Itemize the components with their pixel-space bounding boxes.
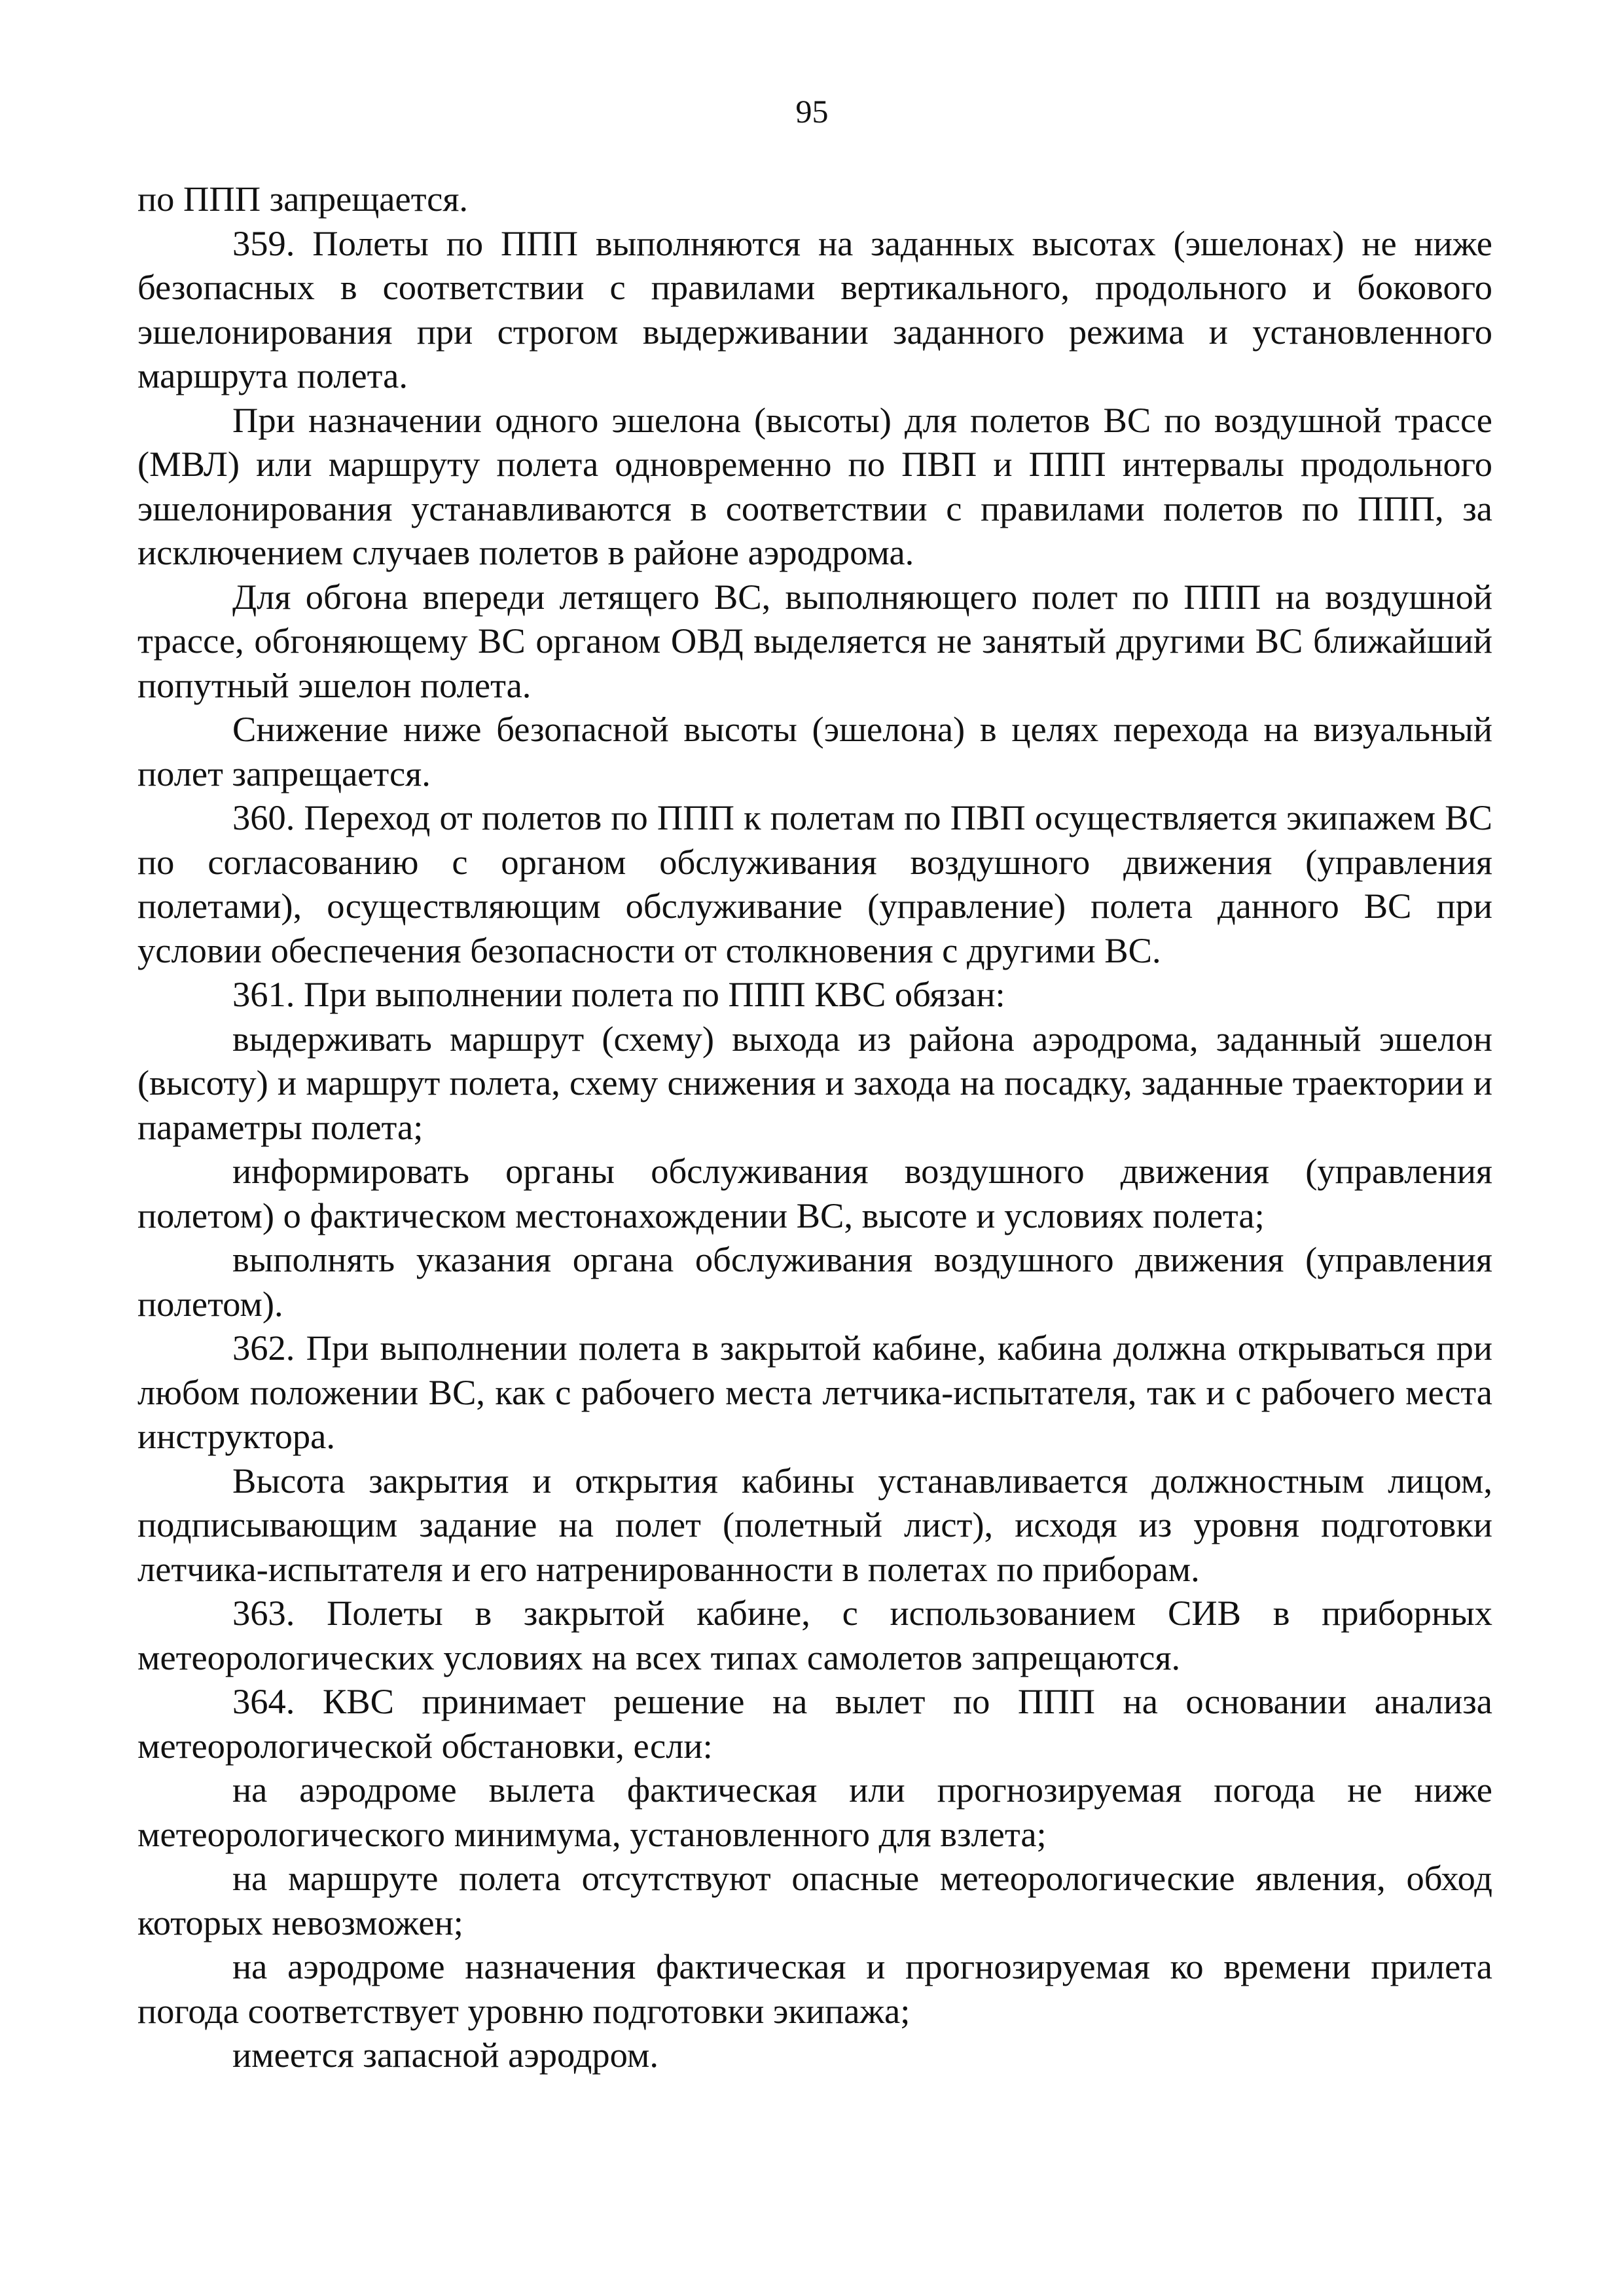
list-item: на аэродроме назначения фактическая и прогнозируемая ко времени прилета погода соответствует уровню подготовки экипажа; [137, 1946, 1492, 2031]
list-item: имеется запасной аэродром. [232, 2035, 659, 2075]
paragraph: Снижение ниже безопасной высоты (эшелона) в целях перехода на визуальный полет запрещается. [137, 709, 1492, 793]
list-item: информировать органы обслуживания воздушного движения (управления полетом) о фактическом местонахождении ВС, высоте и условиях полета; [137, 1151, 1492, 1235]
paragraph-363: 363. Полеты в закрытой кабине, с использованием СИВ в приборных метеорологических условиях на всех типах самолетов запрещаются. [137, 1593, 1492, 1677]
list-item: выполнять указания органа обслуживания воздушного движения (управления полетом). [137, 1239, 1492, 1324]
paragraph: При назначении одного эшелона (высоты) для полетов ВС по воздушной трассе (МВЛ) или маршруту полета одновременно по ПВП и ППП интервалы продольного эшелонирования устанавливаются в соответствии с правилами полетов по ППП, за исключением случаев полетов в районе аэродрома. [137, 399, 1492, 572]
paragraph-362: 362. При выполнении полета в закрытой кабине, кабина должна открываться при любом положении ВС, как с рабочего места летчика-испытателя, так и с рабочего места инструктора. [137, 1328, 1492, 1456]
page-number: 95 [795, 93, 829, 130]
document-body [137, 177, 1492, 2077]
paragraph: Для обгона впереди летящего ВС, выполняющего полет по ППП на воздушной трассе, обгоняющему ВС органом ОВД выделяется не занятый другими ВС ближайший попутный эшелон полета. [137, 576, 1492, 705]
paragraph-364: 364. КВС принимает решение на вылет по ППП на основании анализа метеорологической обстановки, если: [137, 1681, 1492, 1766]
list-item: выдерживать маршрут (схему) выхода из района аэродрома, заданный эшелон (высоту) и маршрут полета, схему снижения и захода на посадку, заданные траектории и параметры полета; [137, 1018, 1492, 1147]
paragraph: Высота закрытия и открытия кабины устанавливается должностным лицом, подписывающим задание на полет (полетный лист), исходя из уровня подготовки летчика-испытателя и его натренированности в полетах по приборам. [137, 1460, 1492, 1589]
paragraph: по ППП запрещается. [137, 179, 469, 219]
paragraph-361: 361. При выполнении полета по ППП КВС обязан: [232, 974, 1005, 1014]
paragraph-360: 360. Переход от полетов по ППП к полетам по ПВП осуществляется экипажем ВС по согласованию с органом обслуживания воздушного движения (управления полетами), осуществляющим обслуживание (управление) полета данного ВС при условии обеспечения безопасности от столкновения с другими ВС. [137, 797, 1492, 970]
list-item: на маршруте полета отсутствуют опасные метеорологические явления, обход которых невозможен; [137, 1858, 1492, 1942]
list-item: на аэродроме вылета фактическая или прогнозируемая погода не ниже метеорологического минимума, установленного для взлета; [137, 1770, 1492, 1854]
paragraph-359: 359. Полеты по ППП выполняются на заданных высотах (эшелонах) не ниже безопасных в соответствии с правилами вертикального, продольного и бокового эшелонирования при строгом выдерживании заданного режима и установленного маршрута полета. [137, 223, 1492, 395]
